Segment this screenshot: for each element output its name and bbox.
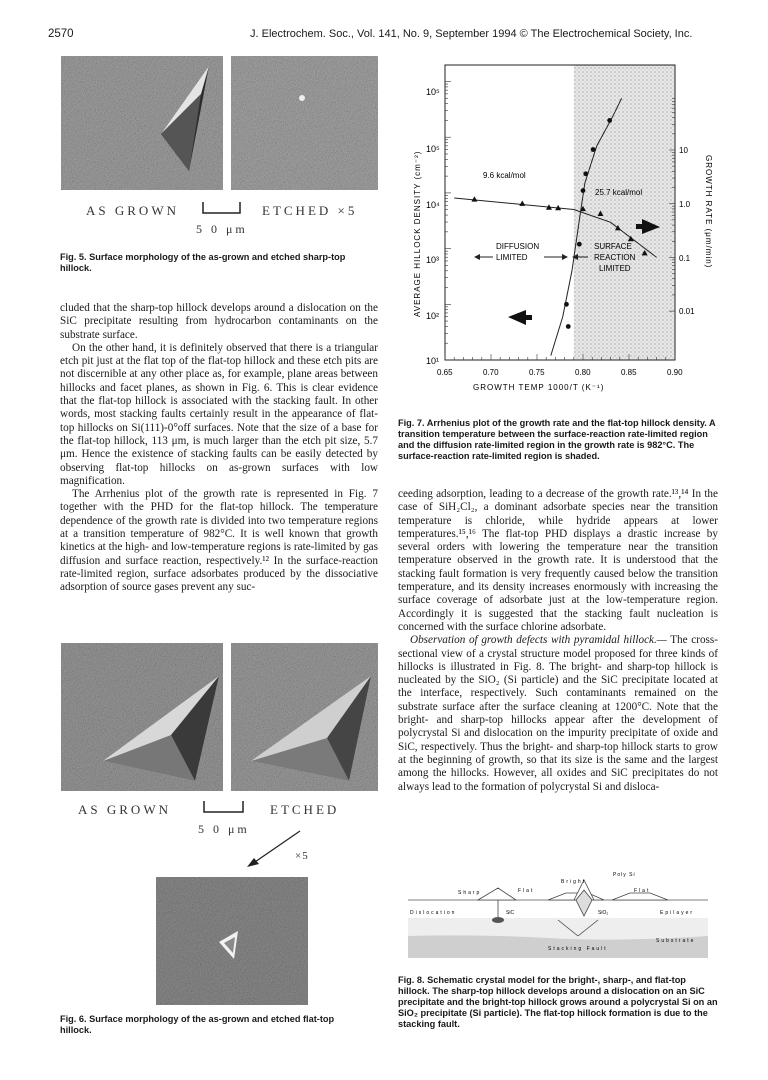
diffusion-label-2: LIMITED xyxy=(496,253,528,262)
density-point xyxy=(607,118,612,123)
fig8-caption: Fig. 8. Schematic crystal model for the bright-, sharp-, and flat-top hillock. The sharp-top hillock develops around a dislocation on an SiC precipitate and the bright-top hillock grows around a polycrystal Si on an SiO₂ precipitate (Si particle). The flat-top hillock formation is due to the stacking fault. xyxy=(398,975,718,1029)
x-tick-label: 0.75 xyxy=(529,368,545,377)
x-tick-label: 0.85 xyxy=(621,368,637,377)
fig8-diagram xyxy=(398,868,718,963)
fig6-scale-label: 5 0 μm xyxy=(198,822,250,836)
x-tick-label: 0.90 xyxy=(667,368,683,377)
label-substrate: Substrate xyxy=(656,938,696,944)
annotation-25-7: 25.7 kcal/mol xyxy=(595,188,643,197)
label-dislocation: Dislocation xyxy=(410,910,457,916)
label-sic: SiC xyxy=(506,910,515,916)
surface-label-2: REACTION xyxy=(594,253,636,262)
fig5-scale-bar xyxy=(202,201,242,215)
etched-flat-image xyxy=(231,643,378,791)
fig5-label-etched: ETCHED ×5 xyxy=(262,203,358,218)
label-poly: Poly Si xyxy=(613,872,636,878)
y2-tick-label: 10 xyxy=(679,146,688,155)
fig5-photo-etched xyxy=(231,56,378,190)
label-flat-1: Flat xyxy=(518,888,535,894)
annotation-9-6: 9.6 kcal/mol xyxy=(483,171,526,180)
arrow-icon xyxy=(244,828,304,868)
y-axis-label: AVERAGE HILLOCK DENSITY (cm⁻²) xyxy=(413,150,422,317)
y-tick-label: 10⁵ xyxy=(426,144,440,154)
sic-precipitate xyxy=(492,917,504,923)
left-paragraph-1: cluded that the sharp-top hillock develops around a dislocation on the SiC precipitate resulting from hydrocarbon contaminants on the substrate surface. xyxy=(60,302,378,341)
surface-label-3: LIMITED xyxy=(599,264,631,273)
y-tick-label: 10² xyxy=(426,311,440,321)
sharp-hillock xyxy=(478,888,516,900)
right-column-text xyxy=(398,488,718,794)
density-point xyxy=(564,302,569,307)
y-tick-label: 10¹ xyxy=(426,356,440,366)
fig6-photo-as-grown xyxy=(61,643,223,791)
arrow-right-icon xyxy=(562,254,568,260)
density-point xyxy=(591,147,596,152)
y2-tick-label: 1.0 xyxy=(679,200,691,209)
y-tick-label: 10³ xyxy=(426,255,440,265)
x-tick-label: 0.80 xyxy=(575,368,591,377)
x-axis-label: GROWTH TEMP 1000/T (K⁻¹) xyxy=(473,383,605,392)
fig7-chart xyxy=(398,55,718,400)
y2-tick-label: 0.1 xyxy=(679,254,691,263)
y-tick-label: 10⁴ xyxy=(426,200,440,210)
fig5-scale-label: 5 0 μm xyxy=(196,222,248,236)
density-point xyxy=(581,188,586,193)
section-heading: Observation of growth defects with pyramidal hillock.— xyxy=(410,634,667,647)
page-number: 2570 xyxy=(48,28,74,40)
density-point xyxy=(583,171,588,176)
sharp-hillock-image xyxy=(61,56,223,190)
growth-rate-point xyxy=(471,196,477,201)
flat-hillock-2 xyxy=(612,893,668,900)
surface-label-1: SURFACE xyxy=(594,242,632,251)
y-tick-label: 10⁵ xyxy=(426,87,440,97)
growth-rate-point xyxy=(519,201,525,206)
right-paragraph-1: ceeding adsorption, leading to a decrease of the growth rate.¹³,¹⁴ In the case of SiH₂Cl₂, a dominant adsorbate species near the transition temperature is chloride, while hydride appears at lower temperatures.¹⁵,¹⁶ The flat-top PHD displays a drastic increase by several orders with lowering the temperature near the transition temperature observed in the growth rate. It is understood that the stacking fault formation is very frequently caused below the transition temperature, and its density increases enormously with increasing the surface coverage of adsorbate just at the low-temperature region. Accordingly it is suggested that the stacking fault nucleation is concerned with the surface chlorine adsorbate. xyxy=(398,488,718,633)
density-point xyxy=(566,324,571,329)
label-sharp: Sharp xyxy=(458,890,482,896)
label-sio2: SiO₂ xyxy=(598,910,609,916)
y2-axis-label: GROWTH RATE (μm/min) xyxy=(704,155,713,269)
label-epilayer: Epilayer xyxy=(660,910,695,916)
flat-hillock-image xyxy=(61,643,223,791)
left-column-text xyxy=(60,302,378,595)
fig6-caption: Fig. 6. Surface morphology of the as-grown and etched flat-top hillock. xyxy=(60,1014,335,1035)
right-paragraph-2: The cross-sectional view of a crystal structure model proposed for three kinds of hillocks is illustrated in Fig. 8. The bright- and sharp-top hillock is nucleated by the SiO₂ (Si particle) and the SiC precipitate located at the interface, respectively. Such contaminants remained on the substrate surface after the surface cleaning at 1200°C. Note that the bright- and sharp-top hillocks appear after the development of polycrystal Si and dislocation on the impurity precipitate of oxide and SiC, respectively. Thus the bright- and sharp-top hillock starts to grow at the beginning of growth, so that its size is the same and the largest among the hillocks. However, all oxides and SiC precipitates do not always lead to the formation of polycrystal Si and disloca- xyxy=(398,634,718,793)
label-bright: Bright xyxy=(561,879,587,885)
fig6-photo-etched xyxy=(231,643,378,791)
fig6-photo-zoom xyxy=(156,877,308,1005)
fig5-photo-as-grown xyxy=(61,56,223,190)
x-tick-label: 0.65 xyxy=(437,368,453,377)
left-paragraph-3: The Arrhenius plot of the growth rate is represented in Fig. 7 together with the PHD for the flat-top hillock. The temperature dependence of the growth rate is divided into two temperature regions at a transition temperature of 982°C. It is well known that growth kinetics at the high- and low-temperature regions is rate-limited by gas diffusion and surface reaction, respectively.¹² In the surface-reaction rate-limited region, surface adsorbates produced by the dissociative adsorption of source gases prevent any suc- xyxy=(60,488,378,594)
label-flat-2: Flat xyxy=(634,888,651,894)
x-tick-label: 0.70 xyxy=(483,368,499,377)
fig6-label-as-grown: AS GROWN xyxy=(78,802,171,817)
fig6-magnification: ×5 xyxy=(295,850,309,862)
diffusion-label-1: DIFFUSION xyxy=(496,242,540,251)
fig5-caption: Fig. 5. Surface morphology of the as-grown and etched sharp-top hillock. xyxy=(60,252,346,273)
label-stacking: Stacking Fault xyxy=(548,946,608,952)
left-paragraph-2: On the other hand, it is definitely observed that there is a triangular etch pit just at the flat top of the flat-top hillock and these etch pits are not discernible at any other place as, for example, plane areas between hillocks and facet planes, as shown in Fig. 6. This is clear evidence that the flat-top hillock is associated with the stacking fault. In other words, most stacking faults certainly result in the appearance of flat-top hillocks on Si(111)-0°off surfaces. Note that the size of a base for the flat-top hillock, 113 μm, is much larger than the etch pit size, 5.7 μm. Hence the existence of stacking faults can be easily detected by observing flat-top hillocks on as-grown surfaces with low magnification. xyxy=(60,341,378,487)
y2-tick-label: 0.01 xyxy=(679,307,695,316)
etched-sharp-image xyxy=(231,56,378,190)
fig5-label-as-grown: AS GROWN xyxy=(86,203,179,218)
etch-pit-image xyxy=(156,877,308,1005)
fig6-scale-bar xyxy=(203,800,245,814)
arrow-left-icon xyxy=(474,254,480,260)
journal-header: J. Electrochem. Soc., Vol. 141, No. 9, September 1994 © The Electrochemical Society, Inc. xyxy=(250,28,693,40)
surface-reaction-shaded-region xyxy=(574,65,675,360)
fig6-label-etched: ETCHED xyxy=(270,802,340,817)
arrow-left-axis-icon xyxy=(508,310,532,325)
fig7-caption: Fig. 7. Arrhenius plot of the growth rate and the flat-top hillock density. A transition temperature between the surface-reaction rate-limited region and the diffusion rate-limited region in the growth rate is 982°C. The surface-reaction rate-limited region is shaded. xyxy=(398,418,716,461)
density-point xyxy=(577,242,582,247)
